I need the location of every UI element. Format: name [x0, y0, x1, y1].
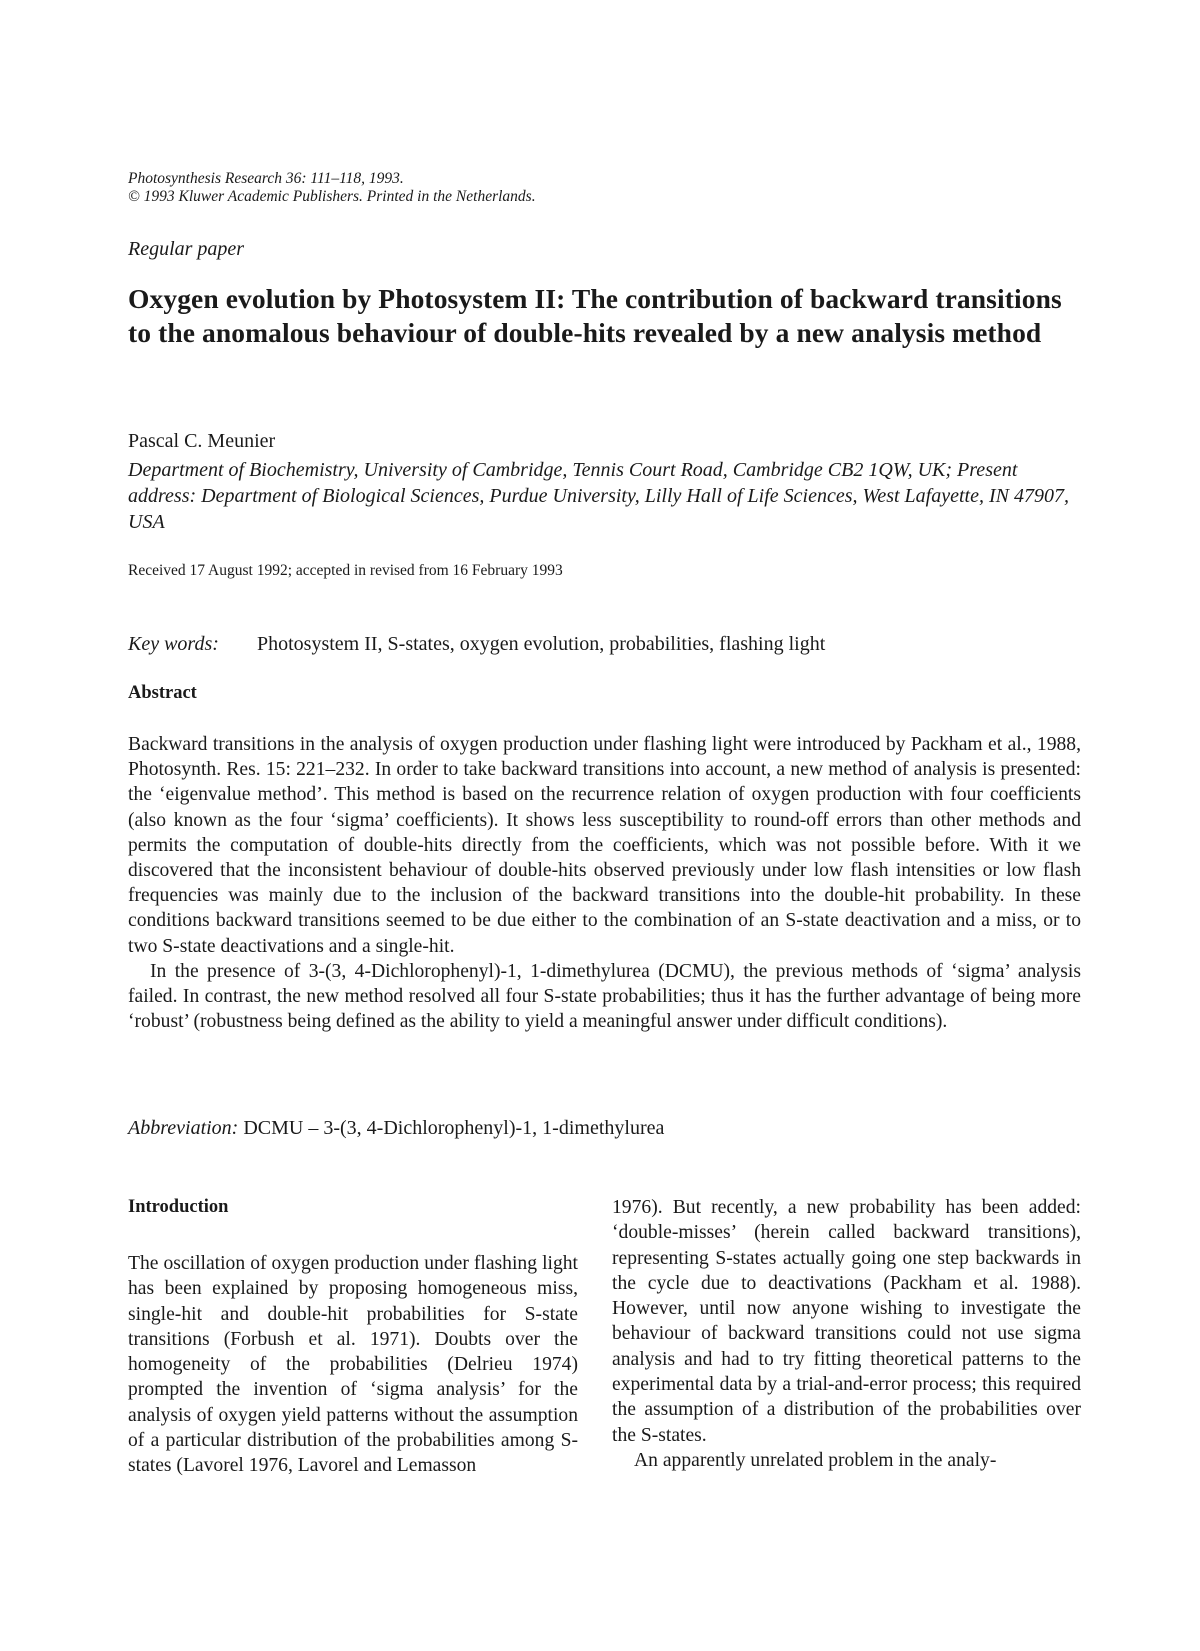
introduction-left-column	[128, 1251, 578, 1479]
journal-header	[128, 170, 828, 206]
abstract-body	[128, 732, 1081, 1034]
abbreviation-line	[128, 1117, 664, 1140]
abbreviation-text: DCMU – 3-(3, 4-Dichlorophenyl)-1, 1-dimethylurea	[243, 1117, 665, 1139]
introduction-heading: Introduction	[128, 1197, 229, 1217]
article-category: Regular paper	[128, 238, 245, 260]
keywords-label: Key words:	[128, 633, 219, 655]
article-title: Oxygen evolution by Photosystem II: The contribution of backward transitions to the anomalous behaviour of double-hits revealed by a new analysis method	[128, 283, 1062, 348]
abstract-paragraph-2: In the presence of 3-(3, 4-Dichlorophenyl)-1, 1-dimethylurea (DCMU), the previous methods of ‘sigma’ analysis failed. In contrast, the new method resolved all four S-state probabilities; thus it has the further advantage of being more ‘robust’ (robustness being defined as the ability to yield a meaningful answer under difficult conditions).	[128, 960, 1081, 1033]
author-name: Pascal C. Meunier	[128, 430, 276, 452]
abbreviation-label: Abbreviation:	[128, 1117, 239, 1139]
abstract-paragraph-1: Backward transitions in the analysis of oxygen production under flashing light were introduced by Packham et al., 1988, Photosynth. Res. 15: 221–232. In order to take backward transitions into account, a new method of analysis is presented: the ‘eigenvalue method’. This method is based on the recurrence relation of oxygen production with four coefficients (also known as the four ‘sigma’ coefficients). It shows less susceptibility to round-off errors than other methods and permits the computation of double-hits directly from the coefficients, which was not possible before. With it we discovered that the inconsistent behaviour of double-hits observed previously under low flash intensities or low flash frequencies was mainly due to the inclusion of the backward transitions into the double-hit probability. In these conditions backward transitions seemed to be due either to the combination of an S-state deactivation and a miss, or to two S-state deactivations and a single-hit.	[128, 734, 1081, 957]
abstract-heading: Abstract	[128, 683, 197, 703]
copyright-notice: © 1993 Kluwer Academic Publishers. Printed in the Netherlands.	[128, 188, 536, 205]
journal-citation: Photosynthesis Research 36: 111–118, 1993.	[128, 170, 404, 187]
intro-paragraph-1: The oscillation of oxygen production under flashing light has been explained by proposing homogeneous miss, single-hit and double-hit probabilities for S-state transitions (Forbush et al. 1971). Doubts over the homogeneity of the probabilities (Delrieu 1974) prompted the invention of ‘sigma analysis’ for the analysis of oxygen yield patterns without the assumption of a particular distribution of the probabilities among S-states (Lavorel 1976, Lavorel and Lemasson	[128, 1253, 578, 1477]
keywords-text: Photosystem II, S-states, oxygen evolution, probabilities, flashing light	[257, 633, 826, 655]
received-dates: Received 17 August 1992; accepted in revised from 16 February 1993	[128, 562, 563, 579]
introduction-right-column	[612, 1195, 1081, 1473]
keywords-line	[128, 633, 825, 656]
intro-paragraph-1-continued: 1976). But recently, a new probability has been added: ‘double-misses’ (herein called backward transitions), representing S-states actually going one step backwards in the cycle due to deactivations (Packham et al. 1988). However, until now anyone wishing to investigate the behaviour of backward transitions could not use sigma analysis and had to try fitting theoretical patterns to the experimental data by a trial-and-error process; this required the assumption of a distribution of the probabilities over the S-states.	[612, 1197, 1081, 1446]
author-affiliation: Department of Biochemistry, University of Cambridge, Tennis Court Road, Cambridge CB2 1QW, UK; Present address: Department of Biological Sciences, Purdue University, Lilly Hall of Life Sciences, West Lafayette, IN 47907, USA	[128, 459, 1069, 533]
intro-paragraph-2: An apparently unrelated problem in the analy-	[634, 1449, 997, 1471]
